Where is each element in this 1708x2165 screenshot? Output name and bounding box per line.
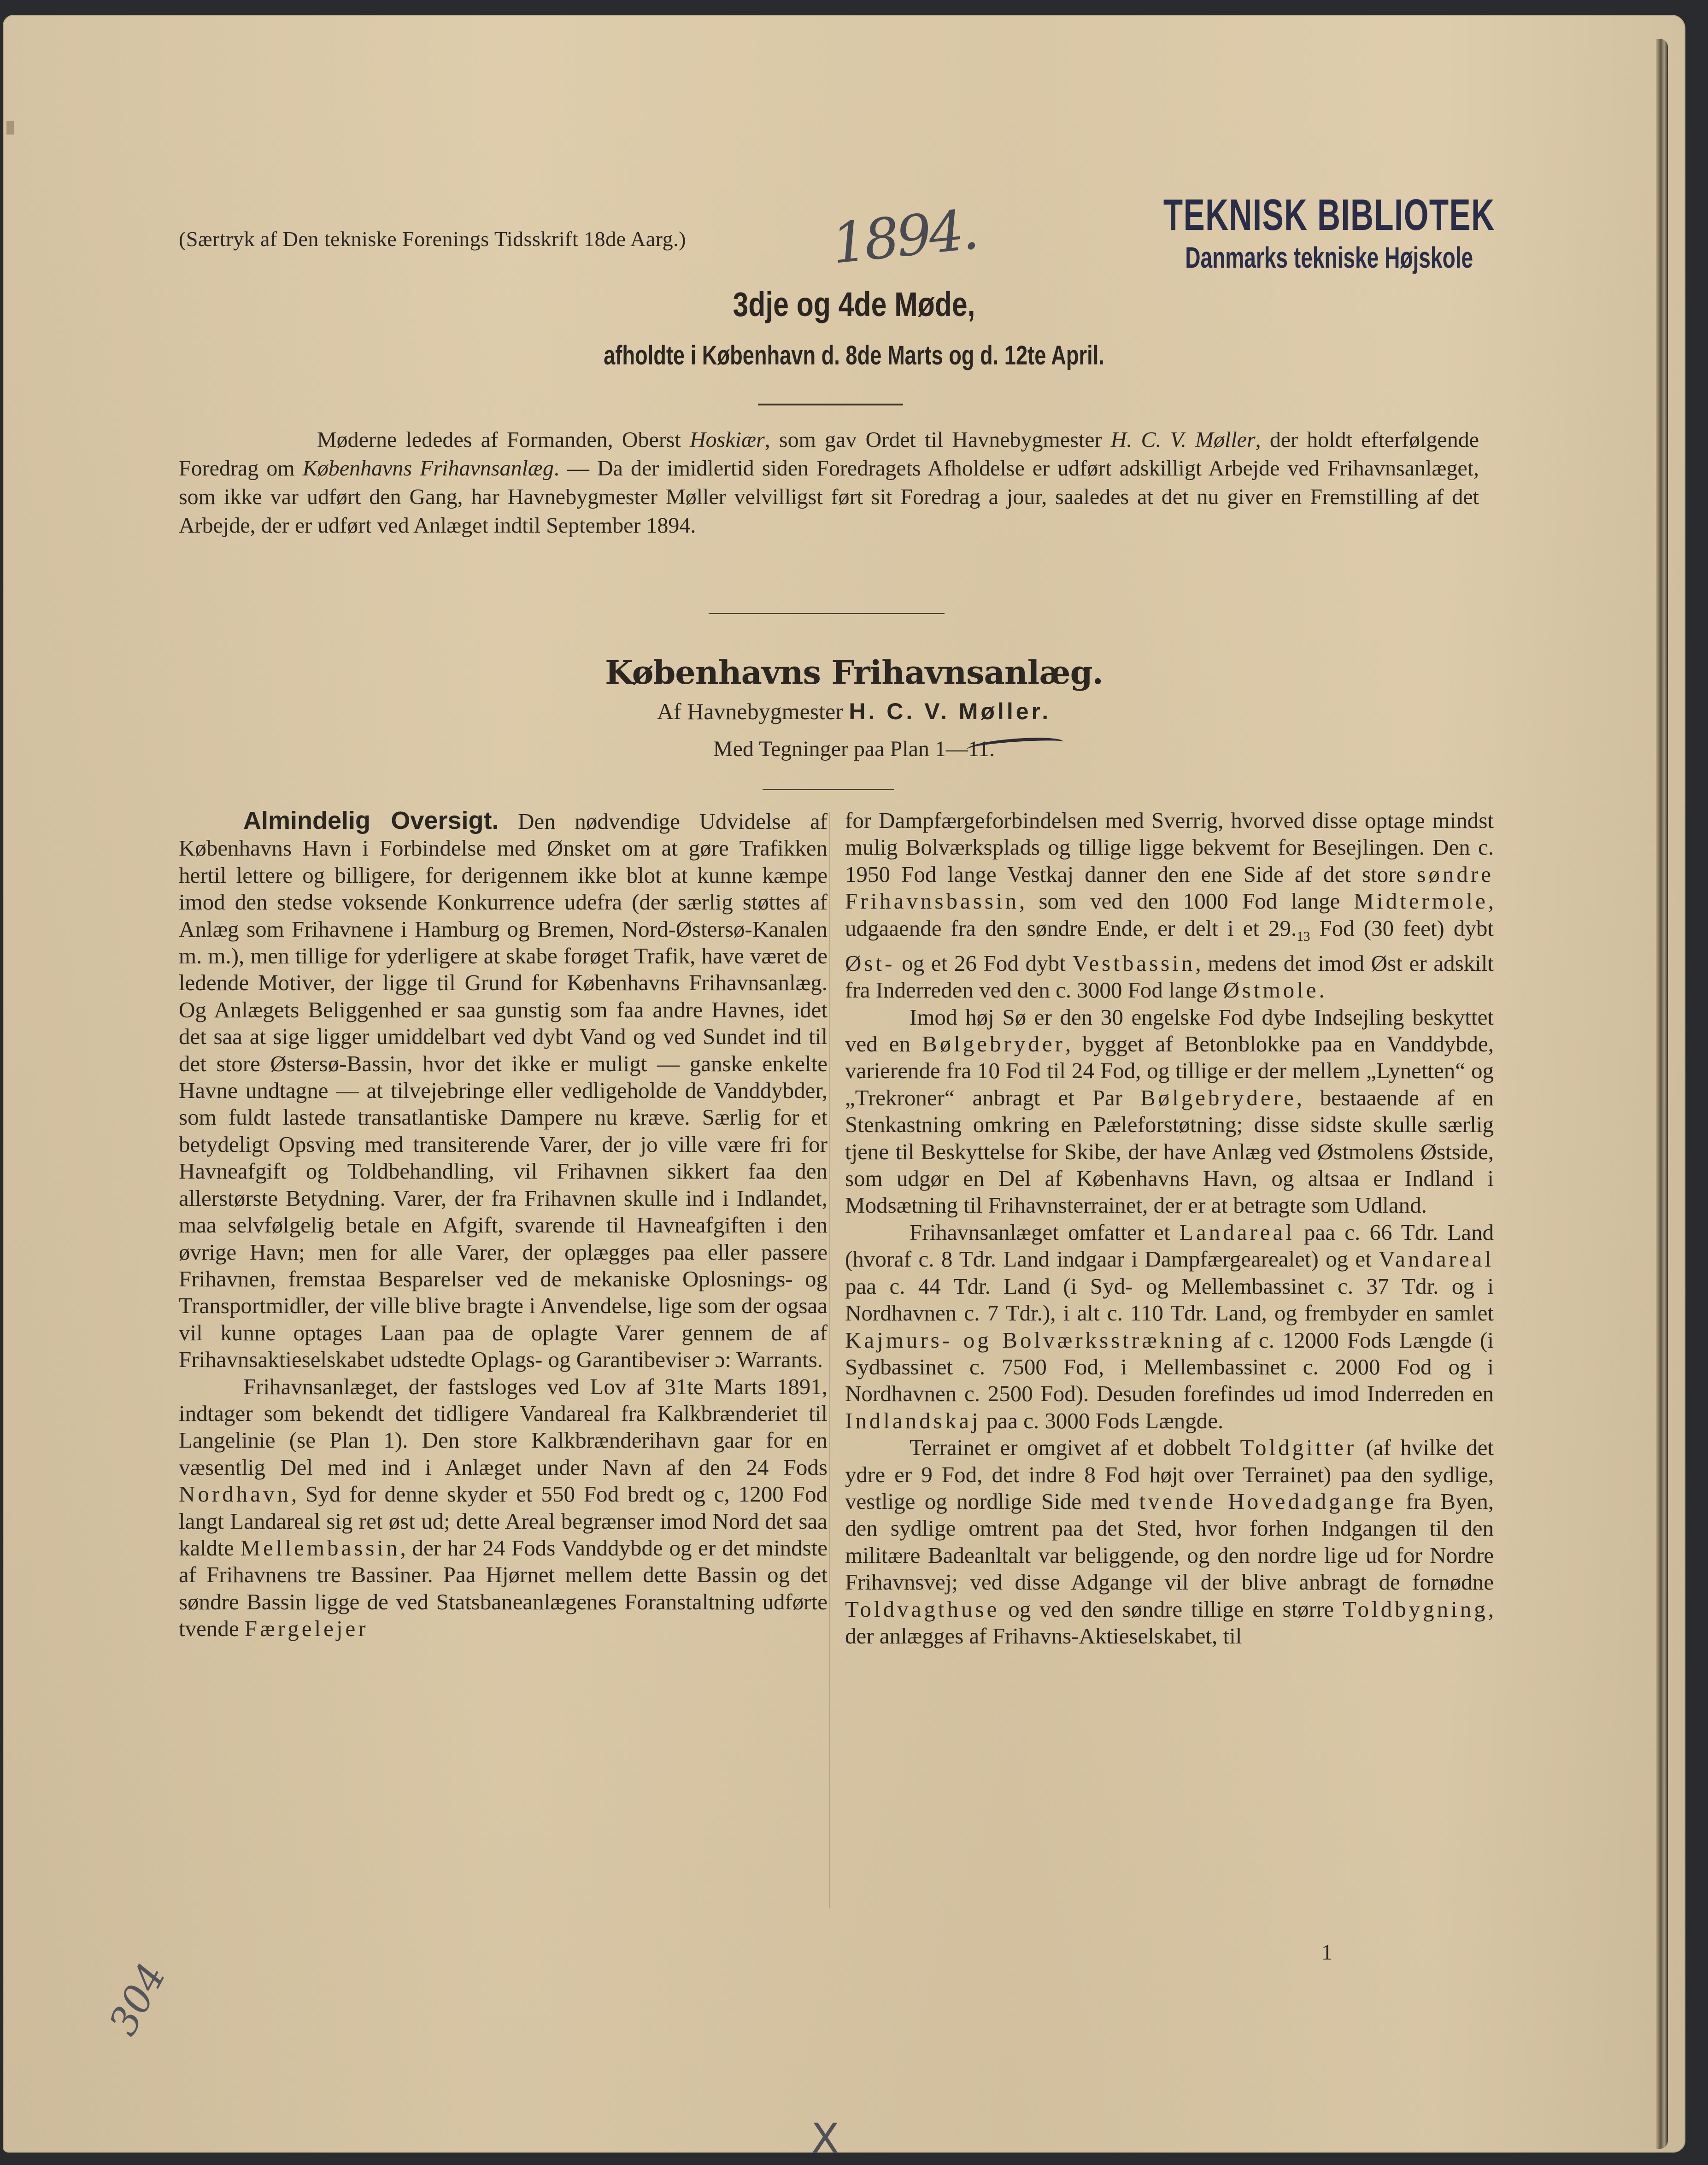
body-text: , bygget af Betonblokke paa en Vanddybde, varierende fra 10 Fod til 24 Fod, og tillige er der mellem „Lynetten“ og „Trekroner“ anbragt et Par — [845, 1031, 1494, 1110]
body-paragraph: Imod høj Sø er den 30 engelske Fod dybe Indsejling beskyttet ved en — [845, 1004, 1494, 1057]
author-name: H. C. V. Møller. — [849, 698, 1051, 724]
body-text: af c. 12000 Fods Længde (i Sydbassinet c. 7500 Fod, i Mellembassinet c. 2000 Fod og i Nordhavnen c. 2500 Fod). Desuden forefindes ud imod Inderreden en — [845, 1327, 1494, 1407]
body-text: fra Byen, den sydlige omtrent paa det Sted, hvor forhen Indgangen til den militære Badeanltalt var beliggende, og den nordre lige ud for Nordre Frihavnsvej; ved disse Adgange vil der blive anbragt de fornødne — [845, 1488, 1494, 1595]
section-heading: Almindelig Oversigt. — [243, 807, 499, 834]
term-kajmurs: Kajmurs- og Bolværksstrækning — [845, 1327, 1225, 1353]
term-sondre-bassin: søndre Frihavnsbassin — [845, 861, 1494, 914]
body-text: , der anlægges af Frihavns-Aktieselskabet, til — [845, 1596, 1494, 1649]
body-paragraph: Den nødvendige Udvidelse af Københavns Havn i Forbindelse med Ønsket om at gøre Trafikken hertil lettere og billigere, for derigennem ikke blot at kunne kæmpe imod den stedse voksende Konkurrence udefra (der særlig støttes af Anlæg som Frihavnene i Hamburg og Bremen, Nord-Østersø-Kanalen m. m.), men tillige for yderligere at skabe forøget Trafik, have været de ledende Motiver, der ligge til Grund for Københavns Frihavnsanlæg. Og Anlægets Beliggenhed er saa gunstig som faa andre Havnes, idet det saa at sige ligger umiddelbart ved dybt Vand og ved Sundet ind til det store Østersø-Bassin, hvor det ikke er muligt — ganske enkelte Havne undtagne — at tilvejebringe eller vedligeholde de Vanddybder, som fuldt lastede transatlantiske Dampere nu kræve. Særlig for et betydeligt Opsving med transiterende Varer, der jo ville være fri for Havneafgift og Toldbehandling, vil Frihavnen sikkert faa den allerstørste Betydning. Varer, der fra Frihavnen skulle ind i Indlandet, maa selvfølgelig betale en Afgift, svarende til Havneafgiften i den øvrige Havn; men for alle Varer, der oplægges paa eller passere Frihavnen, fremstaa Besparelser ved de mekaniske Oplosnings- og Transportmidler, der ville blive bragte i Anvendelse, lige som der ogsaa vil kunne optages Laan paa de oplagte Varer gennem de af Frihavnsaktieselskabet udstedte Oplags- og Garantibeviser ɔ: Warrants. — [179, 809, 828, 1373]
body-text: . — [1319, 977, 1325, 1003]
intro-text: , som gav Ordet til Havnebygmester — [764, 428, 1111, 452]
body-text: og et 26 Fod dybt — [895, 950, 1073, 976]
meeting-title: 3dje og 4de Møde, — [733, 285, 975, 323]
term-nordhavn: Nordhavn — [179, 1481, 291, 1507]
column-left — [179, 807, 828, 1643]
body-text: (af hvilke det ydre er 9 Fod, det indre 8 Fod højt over Terrainet) paa den sydlige, vestlige og nordlige Side med — [845, 1435, 1494, 1514]
speaker-name: H. C. V. Møller — [1110, 428, 1256, 452]
body-text: Fod (30 feet) dybt — [1310, 915, 1494, 941]
pencil-x-mark: X — [811, 2115, 839, 2163]
body-text: , der har 24 Fods Vanddybde og er det mindste af Frihavnens tre Bassiner. Paa Hjørnet mellem dette Bassin og det søndre Bassin ligge de ved Statsbaneanlægenes Foranstaltning udførte tvende — [179, 1535, 828, 1642]
byline-prefix: Af Havnebygmester — [657, 698, 849, 724]
body-paragraph: Frihavnsanlæget, der fastsloges ved Lov af 31te Marts 1891, indtager som bekendt det tidligere Vandareal fra Kalkbrænderiet til Langelinie (se Plan 1). Den store Kalkbrænderihavn gaar for en væsentlig Del med ind i Anlæget under Navn af den 24 Fods — [179, 1373, 828, 1480]
term-hovedadgange: tvende Hovedadgange — [1139, 1488, 1397, 1514]
term-bolgebrydere: Bølgebrydere — [1140, 1085, 1297, 1110]
body-text: , bestaaende af en Stenkastning omkring en Pæleforstøtning; disse sidste skulle særlig tjene til Beskyttelse for Skibe, der have Anlæg ved Østmolens Østside, som udgør en Del af Københavns Havn, og altsaa er Indland i Modsætning til Frihavnsterrainet, der er at betragte som Udland. — [845, 1085, 1494, 1218]
page-edge — [1656, 39, 1668, 2149]
term-vandareal: Vandareal — [1379, 1246, 1494, 1272]
term-toldvagthuse: Toldvagthuse — [845, 1596, 1000, 1622]
pencil-annotation: 304 — [100, 1956, 175, 2042]
term-toldgitter: Toldgitter — [1240, 1435, 1357, 1461]
divider-rule — [709, 613, 945, 614]
body-text: , Syd for denne skyder et 550 Fod bredt og c, 1200 Fod langt Landareal sig ret øst ud; dette Areal begrænser imod Nord det saa kaldte — [179, 1481, 828, 1561]
intro-text: Møderne lededes af Formanden, Oberst — [317, 428, 690, 452]
intro-text: , der holdt efterfølgende Foredrag om — [179, 428, 1479, 481]
lecture-topic: Københavns Frihavnsanlæg — [302, 456, 554, 481]
meeting-subtitle: afholdte i København d. 8de Marts og d. 12te April. — [604, 340, 1104, 370]
body-paragraph: Frihavnsanlæget omfatter et — [910, 1219, 1180, 1245]
intro-paragraph — [179, 426, 1479, 540]
byline — [0, 698, 1708, 725]
body-text: , medens det imod Øst er adskilt fra Inderreden ved den c. 3000 Fod lange — [845, 950, 1494, 1003]
library-stamp — [1099, 191, 1559, 275]
term-ostmole: Østmole — [1223, 977, 1319, 1003]
plans-note: Med Tegninger paa Plan 1—11. — [713, 737, 995, 761]
body-text: paa c. 3000 Fods Længde. — [980, 1408, 1224, 1433]
handwritten-year: 1894. — [828, 197, 979, 277]
term-ost: Øst- — [845, 950, 895, 976]
intro-text: . — Da der imidlertid siden Foredragets Afholdelse er udført adskilligt Arbejde ved Frihavnsanlæget, som ikke var udført den Gang, har Havnebygmester Møller velvilligst ført sit Foredrag a jour, saaledes at det nu giver en Fremstilling af det Arbejde, der er udført ved Anlæget indtil September 1894. — [179, 456, 1479, 538]
body-text: , som ved den 1000 Fod lange — [1019, 888, 1354, 914]
term-indlandskaj: Indlandskaj — [845, 1408, 981, 1433]
term-mellembassin: Mellembassin — [240, 1535, 400, 1561]
article-title: Københavns Frihavnsanlæg. — [605, 653, 1103, 692]
subscript-decimal: 13 — [1297, 929, 1310, 944]
body-text: og ved den søndre tillige en større — [999, 1596, 1343, 1622]
term-toldbygning: Toldbygning — [1343, 1596, 1488, 1622]
body-text: paa c. 44 Tdr. Land (i Syd- og Mellembassinet c. 37 Tdr. og i Nordhavnen c. 7 Tdr.), i alt c. 110 Tdr. Land, og frembyder en samlet — [845, 1273, 1494, 1326]
body-text: paa c. 66 Tdr. Land (hvoraf c. 8 Tdr. Land indgaar i Dampfærgearealet) og et — [845, 1219, 1494, 1272]
divider-rule — [763, 789, 894, 790]
term-faergelejer: Færgelejer — [244, 1616, 369, 1642]
page-number: 1 — [1321, 1940, 1332, 1965]
body-paragraph: for Dampfærgeforbindelsen med Sverrig, hvorved disse optage mindst mulig Bolværksplads og tillige ligge bekvemt for Besejlingen. Den c. 1950 Fod lange Vestkaj danner den ene Side af det store — [845, 808, 1494, 887]
column-right — [845, 807, 1494, 1649]
term-midtermole: Midtermole — [1354, 888, 1488, 914]
term-vestbassin: Vestbassin — [1072, 950, 1196, 976]
stamp-line-2: Danmarks tekniske Højskole — [1185, 241, 1473, 274]
stamp-line-1: TEKNISK BIBLIOTEK — [1163, 190, 1495, 240]
body-text: , udgaaende fra den søndre Ende, er delt i et 29. — [845, 888, 1494, 941]
binding-stitch — [6, 121, 14, 135]
body-paragraph: Terrainet er omgivet af et dobbelt — [910, 1435, 1240, 1461]
term-bolgebryder: Bølgebryder — [921, 1031, 1065, 1057]
column-divider — [829, 812, 830, 1908]
chair-name: Hoskiær — [690, 428, 765, 452]
offprint-note: (Særtryk af Den tekniske Forenings Tidsskrift 18de Aarg.) — [179, 227, 686, 251]
term-landareal: Landareal — [1179, 1219, 1295, 1245]
divider-rule — [758, 404, 903, 405]
